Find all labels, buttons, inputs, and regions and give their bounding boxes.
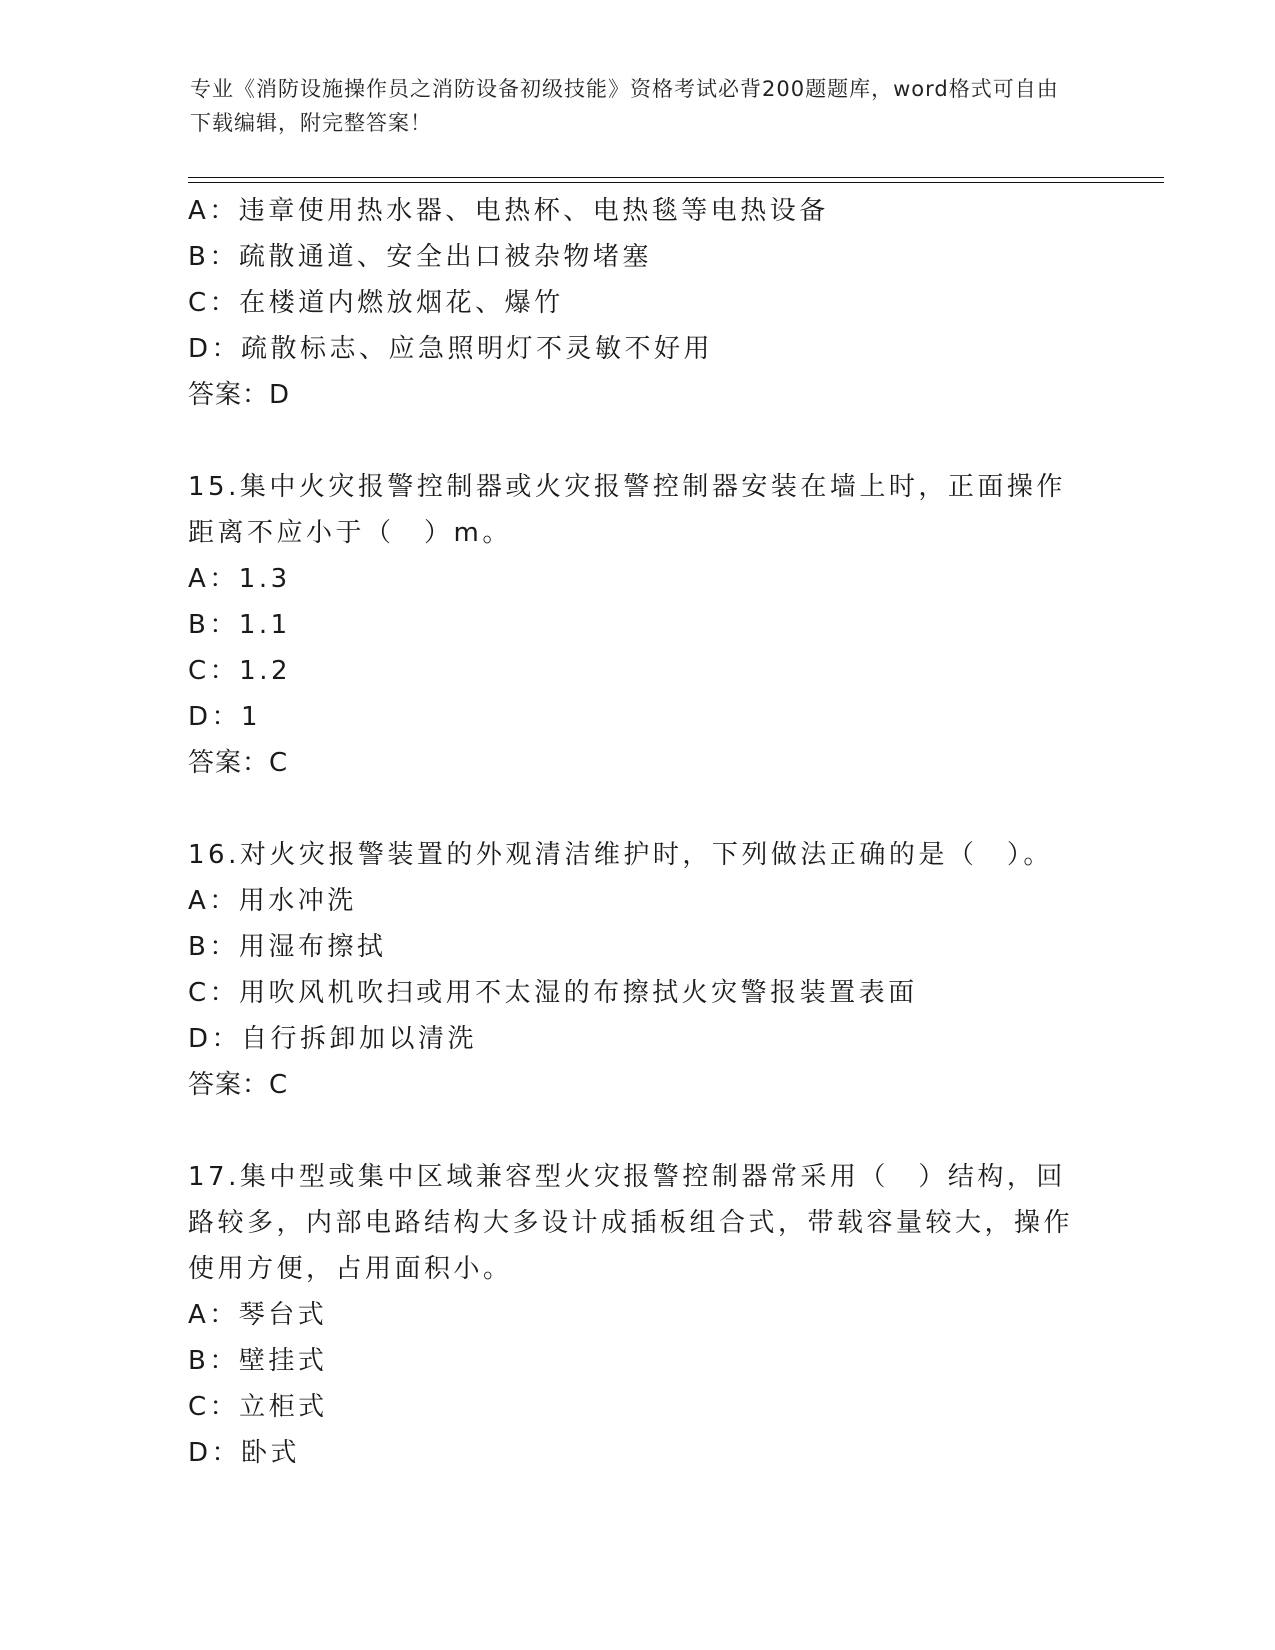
option-a: A：用水冲洗 (188, 886, 357, 916)
option-a: A：违章使用热水器、电热杯、电热毯等电热设备 (188, 196, 829, 226)
question-17-block (188, 1154, 1088, 1476)
option-d: D：疏散标志、应急照明灯不灵敏不好用 (188, 334, 714, 364)
question-text: 16.对火灾报警装置的外观清洁维护时，下列做法正确的是（ ）。 (188, 840, 1053, 870)
option-a: A：1.3 (188, 564, 291, 594)
option-d: D：1 (188, 702, 262, 732)
option-a: A：琴台式 (188, 1300, 328, 1330)
option-b: B：疏散通道、安全出口被杂物堵塞 (188, 242, 652, 272)
question-text: 15.集中火灾报警控制器或火灾报警控制器安装在墙上时，正面操作距离不应小于（ ）m。 (188, 472, 1066, 548)
spacer (188, 786, 1088, 832)
question-text: 17.集中型或集中区域兼容型火灾报警控制器常采用（ ）结构，回路较多，内部电路结构大多设计成插板组合式，带载容量较大，操作使用方便，占用面积小。 (188, 1162, 1074, 1284)
document-header: 专业《消防设施操作员之消防设备初级技能》资格考试必背200题题库，word格式可自由下载编辑，附完整答案！ (190, 77, 1059, 135)
option-c: C：立柜式 (188, 1392, 328, 1422)
header-divider-bottom (188, 182, 1164, 183)
question-14-block (188, 188, 1088, 418)
answer-line: 答案：C (188, 748, 289, 778)
option-d: D：自行拆卸加以清洗 (188, 1024, 478, 1054)
option-d: D：卧式 (188, 1438, 301, 1468)
answer-line: 答案：D (188, 380, 291, 410)
option-c: C：用吹风机吹扫或用不太湿的布擦拭火灾警报装置表面 (188, 978, 918, 1008)
spacer (188, 1108, 1088, 1154)
option-c: C：1.2 (188, 656, 292, 686)
question-16-block (188, 832, 1088, 1108)
header-divider-top (188, 177, 1164, 178)
option-c: C：在楼道内燃放烟花、爆竹 (188, 288, 564, 318)
spacer (188, 418, 1088, 464)
question-15-block (188, 464, 1088, 786)
question-list (188, 188, 1088, 1476)
option-b: B：用湿布擦拭 (188, 932, 387, 962)
answer-line: 答案：C (188, 1070, 289, 1100)
option-b: B：壁挂式 (188, 1346, 328, 1376)
option-b: B：1.1 (188, 610, 291, 640)
